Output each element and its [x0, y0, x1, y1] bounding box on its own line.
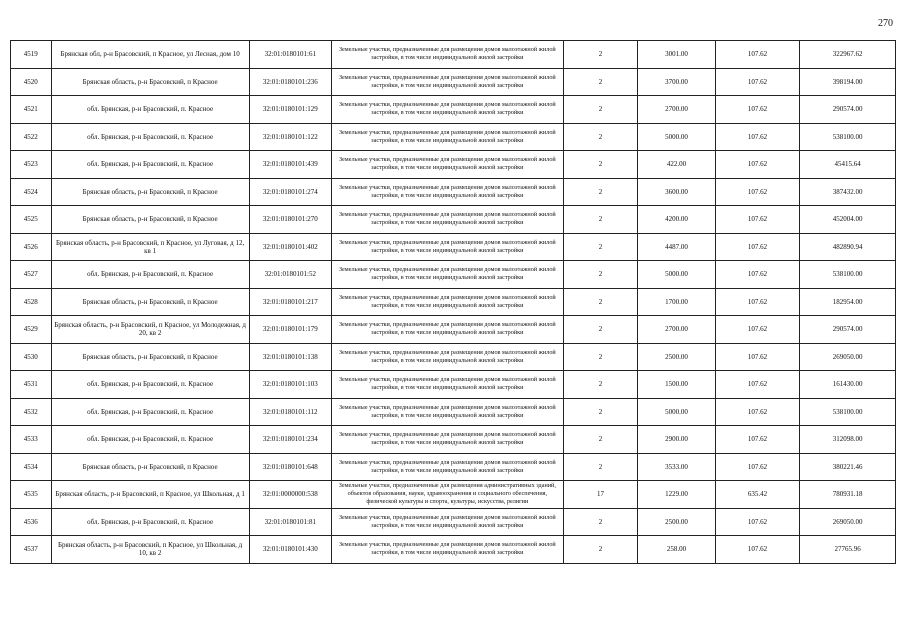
cell-permitted-use: Земельные участки, предназначенные для размещения домов малоэтажной жилой застройки, в том числе индивидуальной жилой застройки	[331, 123, 563, 151]
table-row	[11, 508, 896, 536]
cell-address: Брянская обл, р-н Брасовский, п Красное, ул Лесная, дом 10	[51, 41, 249, 69]
cell-permitted-use: Земельные участки, предназначенные для размещения домов малоэтажной жилой застройки, в том числе индивидуальной жилой застройки	[331, 426, 563, 454]
cell-cadastral-number: 32:01:0180101:81	[249, 508, 331, 536]
cell-cadastral-number: 32:01:0180101:270	[249, 206, 331, 234]
cell-use-group-code: 2	[563, 508, 637, 536]
cell-use-group-code: 2	[563, 316, 637, 344]
cell-specific-value: 107.62	[715, 206, 799, 234]
cell-record-number: 4536	[11, 508, 52, 536]
cell-use-group-code: 2	[563, 371, 637, 399]
cell-record-number: 4529	[11, 316, 52, 344]
cell-address: Брянская область, р-н Брасовский, п Красное	[51, 178, 249, 206]
cell-area: 5000.00	[638, 261, 716, 289]
cell-record-number: 4534	[11, 453, 52, 481]
cell-area: 4200.00	[638, 206, 716, 234]
cell-use-group-code: 17	[563, 481, 637, 509]
cell-specific-value: 107.62	[715, 398, 799, 426]
cell-use-group-code: 2	[563, 233, 637, 261]
table-row	[11, 96, 896, 124]
cell-area: 5000.00	[638, 123, 716, 151]
cell-record-number: 4523	[11, 151, 52, 179]
cell-area: 3700.00	[638, 68, 716, 96]
cell-area: 422.00	[638, 151, 716, 179]
cell-cadastral-number: 32:01:0180101:112	[249, 398, 331, 426]
cell-use-group-code: 2	[563, 68, 637, 96]
cell-address: Брянская область, р-н Брасовский, п Красное	[51, 343, 249, 371]
cell-record-number: 4522	[11, 123, 52, 151]
table-row	[11, 261, 896, 289]
cell-use-group-code: 2	[563, 261, 637, 289]
cell-specific-value: 107.62	[715, 178, 799, 206]
cell-specific-value: 107.62	[715, 41, 799, 69]
table-row	[11, 123, 896, 151]
cell-specific-value: 107.62	[715, 261, 799, 289]
cell-cadastral-value: 380221.46	[800, 453, 896, 481]
cell-specific-value: 107.62	[715, 68, 799, 96]
cell-area: 4487.00	[638, 233, 716, 261]
cell-cadastral-number: 32:01:0180101:274	[249, 178, 331, 206]
cell-record-number: 4535	[11, 481, 52, 509]
table-row	[11, 288, 896, 316]
cell-cadastral-value: 322967.62	[800, 41, 896, 69]
cell-area: 2700.00	[638, 316, 716, 344]
cell-cadastral-value: 538100.00	[800, 261, 896, 289]
cell-permitted-use: Земельные участки, предназначенные для размещения домов малоэтажной жилой застройки, в том числе индивидуальной жилой застройки	[331, 233, 563, 261]
cell-address: Брянская область, р-н Брасовский, п Красное	[51, 206, 249, 234]
cell-use-group-code: 2	[563, 343, 637, 371]
cell-cadastral-value: 269050.00	[800, 343, 896, 371]
cell-use-group-code: 2	[563, 536, 637, 564]
cell-address: Брянская область, р-н Брасовский, п Красное, ул Школьная, д 1	[51, 481, 249, 509]
table-body	[11, 41, 896, 564]
cell-permitted-use: Земельные участки, предназначенные для размещения домов малоэтажной жилой застройки, в том числе индивидуальной жилой застройки	[331, 508, 563, 536]
cell-specific-value: 107.62	[715, 233, 799, 261]
cell-area: 258.00	[638, 536, 716, 564]
cell-use-group-code: 2	[563, 178, 637, 206]
cell-record-number: 4525	[11, 206, 52, 234]
cell-use-group-code: 2	[563, 96, 637, 124]
cell-permitted-use: Земельные участки, предназначенные для размещения домов малоэтажной жилой застройки, в том числе индивидуальной жилой застройки	[331, 536, 563, 564]
cell-record-number: 4528	[11, 288, 52, 316]
table-row	[11, 151, 896, 179]
cell-address: Брянская область, р-н Брасовский, п Красное	[51, 68, 249, 96]
cell-record-number: 4531	[11, 371, 52, 399]
cell-cadastral-value: 780931.18	[800, 481, 896, 509]
cell-specific-value: 107.62	[715, 316, 799, 344]
cell-record-number: 4533	[11, 426, 52, 454]
cell-address: обл. Брянская, р-н Брасовский, п. Красное	[51, 261, 249, 289]
cell-specific-value: 107.62	[715, 508, 799, 536]
cell-specific-value: 107.62	[715, 123, 799, 151]
cell-cadastral-number: 32:01:0180101:138	[249, 343, 331, 371]
cell-area: 2500.00	[638, 508, 716, 536]
cell-area: 2500.00	[638, 343, 716, 371]
cell-address: Брянская область, р-н Брасовский, п Красное	[51, 288, 249, 316]
cell-address: обл. Брянская, р-н Брасовский, п. Красное	[51, 398, 249, 426]
cell-use-group-code: 2	[563, 398, 637, 426]
cell-specific-value: 107.62	[715, 453, 799, 481]
cell-record-number: 4532	[11, 398, 52, 426]
cell-cadastral-number: 32:01:0180101:217	[249, 288, 331, 316]
cell-use-group-code: 2	[563, 288, 637, 316]
cell-address: обл. Брянская, р-н Брасовский, п. Красное	[51, 426, 249, 454]
cell-use-group-code: 2	[563, 123, 637, 151]
cell-cadastral-number: 32:01:0180101:648	[249, 453, 331, 481]
cell-cadastral-number: 32:01:0180101:122	[249, 123, 331, 151]
cell-permitted-use: Земельные участки, предназначенные для размещения домов малоэтажной жилой застройки, в том числе индивидуальной жилой застройки	[331, 206, 563, 234]
cell-area: 5000.00	[638, 398, 716, 426]
cell-area: 1700.00	[638, 288, 716, 316]
cell-cadastral-value: 45415.64	[800, 151, 896, 179]
cell-cadastral-value: 27765.96	[800, 536, 896, 564]
cell-area: 2700.00	[638, 96, 716, 124]
cell-area: 1500.00	[638, 371, 716, 399]
cell-area: 2900.00	[638, 426, 716, 454]
cell-permitted-use: Земельные участки, предназначенные для размещения домов малоэтажной жилой застройки, в том числе индивидуальной жилой застройки	[331, 178, 563, 206]
cell-use-group-code: 2	[563, 206, 637, 234]
cell-specific-value: 107.62	[715, 288, 799, 316]
table-row	[11, 68, 896, 96]
cell-permitted-use: Земельные участки, предназначенные для размещения домов малоэтажной жилой застройки, в том числе индивидуальной жилой застройки	[331, 96, 563, 124]
cell-cadastral-number: 32:01:0180101:439	[249, 151, 331, 179]
page-number: 270	[878, 18, 893, 29]
cell-specific-value: 635.42	[715, 481, 799, 509]
table-row	[11, 481, 896, 509]
cell-permitted-use: Земельные участки, предназначенные для размещения домов малоэтажной жилой застройки, в том числе индивидуальной жилой застройки	[331, 343, 563, 371]
cell-record-number: 4519	[11, 41, 52, 69]
cell-address: Брянская область, р-н Брасовский, п Красное, ул Школьная, д 10, кв 2	[51, 536, 249, 564]
cell-cadastral-number: 32:01:0180101:179	[249, 316, 331, 344]
cell-cadastral-number: 32:01:0180101:236	[249, 68, 331, 96]
table-row	[11, 398, 896, 426]
cell-specific-value: 107.62	[715, 343, 799, 371]
cell-address: Брянская область, р-н Брасовский, п Красное	[51, 453, 249, 481]
cell-use-group-code: 2	[563, 426, 637, 454]
cell-record-number: 4521	[11, 96, 52, 124]
cell-use-group-code: 2	[563, 453, 637, 481]
cell-specific-value: 107.62	[715, 96, 799, 124]
cell-cadastral-number: 32:01:0180101:430	[249, 536, 331, 564]
cell-specific-value: 107.62	[715, 536, 799, 564]
cell-cadastral-value: 538100.00	[800, 398, 896, 426]
cell-cadastral-number: 32:01:0180101:234	[249, 426, 331, 454]
cell-cadastral-value: 538100.00	[800, 123, 896, 151]
table-row	[11, 206, 896, 234]
table-row	[11, 536, 896, 564]
cell-permitted-use: Земельные участки, предназначенные для размещения домов малоэтажной жилой застройки, в том числе индивидуальной жилой застройки	[331, 68, 563, 96]
cell-address: обл. Брянская, р-н Брасовский, п. Красное	[51, 508, 249, 536]
cell-record-number: 4526	[11, 233, 52, 261]
cell-cadastral-value: 398194.00	[800, 68, 896, 96]
cell-cadastral-value: 452004.00	[800, 206, 896, 234]
cell-address: Брянская область, р-н Брасовский, п Красное, ул Молодежная, д 20, кв 2	[51, 316, 249, 344]
cadastral-value-table	[10, 40, 896, 564]
cell-area: 1229.00	[638, 481, 716, 509]
cell-permitted-use: Земельные участки, предназначенные для размещения домов малоэтажной жилой застройки, в том числе индивидуальной жилой застройки	[331, 288, 563, 316]
cell-cadastral-value: 182954.00	[800, 288, 896, 316]
cell-cadastral-value: 312098.00	[800, 426, 896, 454]
cell-address: обл. Брянская, р-н Брасовский, п. Красное	[51, 123, 249, 151]
cell-cadastral-number: 32:01:0000000:538	[249, 481, 331, 509]
cell-cadastral-number: 32:01:0180101:402	[249, 233, 331, 261]
cell-area: 3533.00	[638, 453, 716, 481]
cell-record-number: 4520	[11, 68, 52, 96]
cell-cadastral-value: 269050.00	[800, 508, 896, 536]
cell-cadastral-value: 387432.00	[800, 178, 896, 206]
cell-cadastral-number: 32:01:0180101:129	[249, 96, 331, 124]
cell-address: обл. Брянская, р-н Брасовский, п. Красное	[51, 371, 249, 399]
table-row	[11, 41, 896, 69]
table-row	[11, 316, 896, 344]
cell-cadastral-value: 161430.00	[800, 371, 896, 399]
table-row	[11, 371, 896, 399]
cell-address: обл. Брянская, р-н Брасовский, п. Красное	[51, 96, 249, 124]
cell-area: 3600.00	[638, 178, 716, 206]
cell-address: Брянская область, р-н Брасовский, п Красное, ул Луговая, д 12, кв 1	[51, 233, 249, 261]
cell-permitted-use: Земельные участки, предназначенные для размещения домов малоэтажной жилой застройки, в том числе индивидуальной жилой застройки	[331, 398, 563, 426]
cell-cadastral-number: 32:01:0180101:61	[249, 41, 331, 69]
cell-cadastral-number: 32:01:0180101:103	[249, 371, 331, 399]
cell-record-number: 4530	[11, 343, 52, 371]
cell-cadastral-value: 290574.00	[800, 316, 896, 344]
cell-cadastral-number: 32:01:0180101:52	[249, 261, 331, 289]
cell-area: 3001.00	[638, 41, 716, 69]
cell-permitted-use: Земельные участки, предназначенные для размещения домов малоэтажной жилой застройки, в том числе индивидуальной жилой застройки	[331, 41, 563, 69]
cell-permitted-use: Земельные участки, предназначенные для размещения административных зданий, объектов образования, науки, здравоохранения и социального обеспечения, физической культуры и спорта, культуры, искусства, религии	[331, 481, 563, 509]
cell-record-number: 4537	[11, 536, 52, 564]
table-row	[11, 453, 896, 481]
cell-use-group-code: 2	[563, 41, 637, 69]
cell-permitted-use: Земельные участки, предназначенные для размещения домов малоэтажной жилой застройки, в том числе индивидуальной жилой застройки	[331, 261, 563, 289]
table-row	[11, 343, 896, 371]
cell-record-number: 4524	[11, 178, 52, 206]
cell-cadastral-value: 482890.94	[800, 233, 896, 261]
table-row	[11, 426, 896, 454]
cell-specific-value: 107.62	[715, 426, 799, 454]
table-row	[11, 233, 896, 261]
cell-permitted-use: Земельные участки, предназначенные для размещения домов малоэтажной жилой застройки, в том числе индивидуальной жилой застройки	[331, 316, 563, 344]
cell-record-number: 4527	[11, 261, 52, 289]
cell-specific-value: 107.62	[715, 371, 799, 399]
cell-permitted-use: Земельные участки, предназначенные для размещения домов малоэтажной жилой застройки, в том числе индивидуальной жилой застройки	[331, 371, 563, 399]
table-row	[11, 178, 896, 206]
cell-permitted-use: Земельные участки, предназначенные для размещения домов малоэтажной жилой застройки, в том числе индивидуальной жилой застройки	[331, 151, 563, 179]
cell-specific-value: 107.62	[715, 151, 799, 179]
cell-permitted-use: Земельные участки, предназначенные для размещения домов малоэтажной жилой застройки, в том числе индивидуальной жилой застройки	[331, 453, 563, 481]
cell-address: обл. Брянская, р-н Брасовский, п. Красное	[51, 151, 249, 179]
cell-cadastral-value: 290574.00	[800, 96, 896, 124]
cell-use-group-code: 2	[563, 151, 637, 179]
